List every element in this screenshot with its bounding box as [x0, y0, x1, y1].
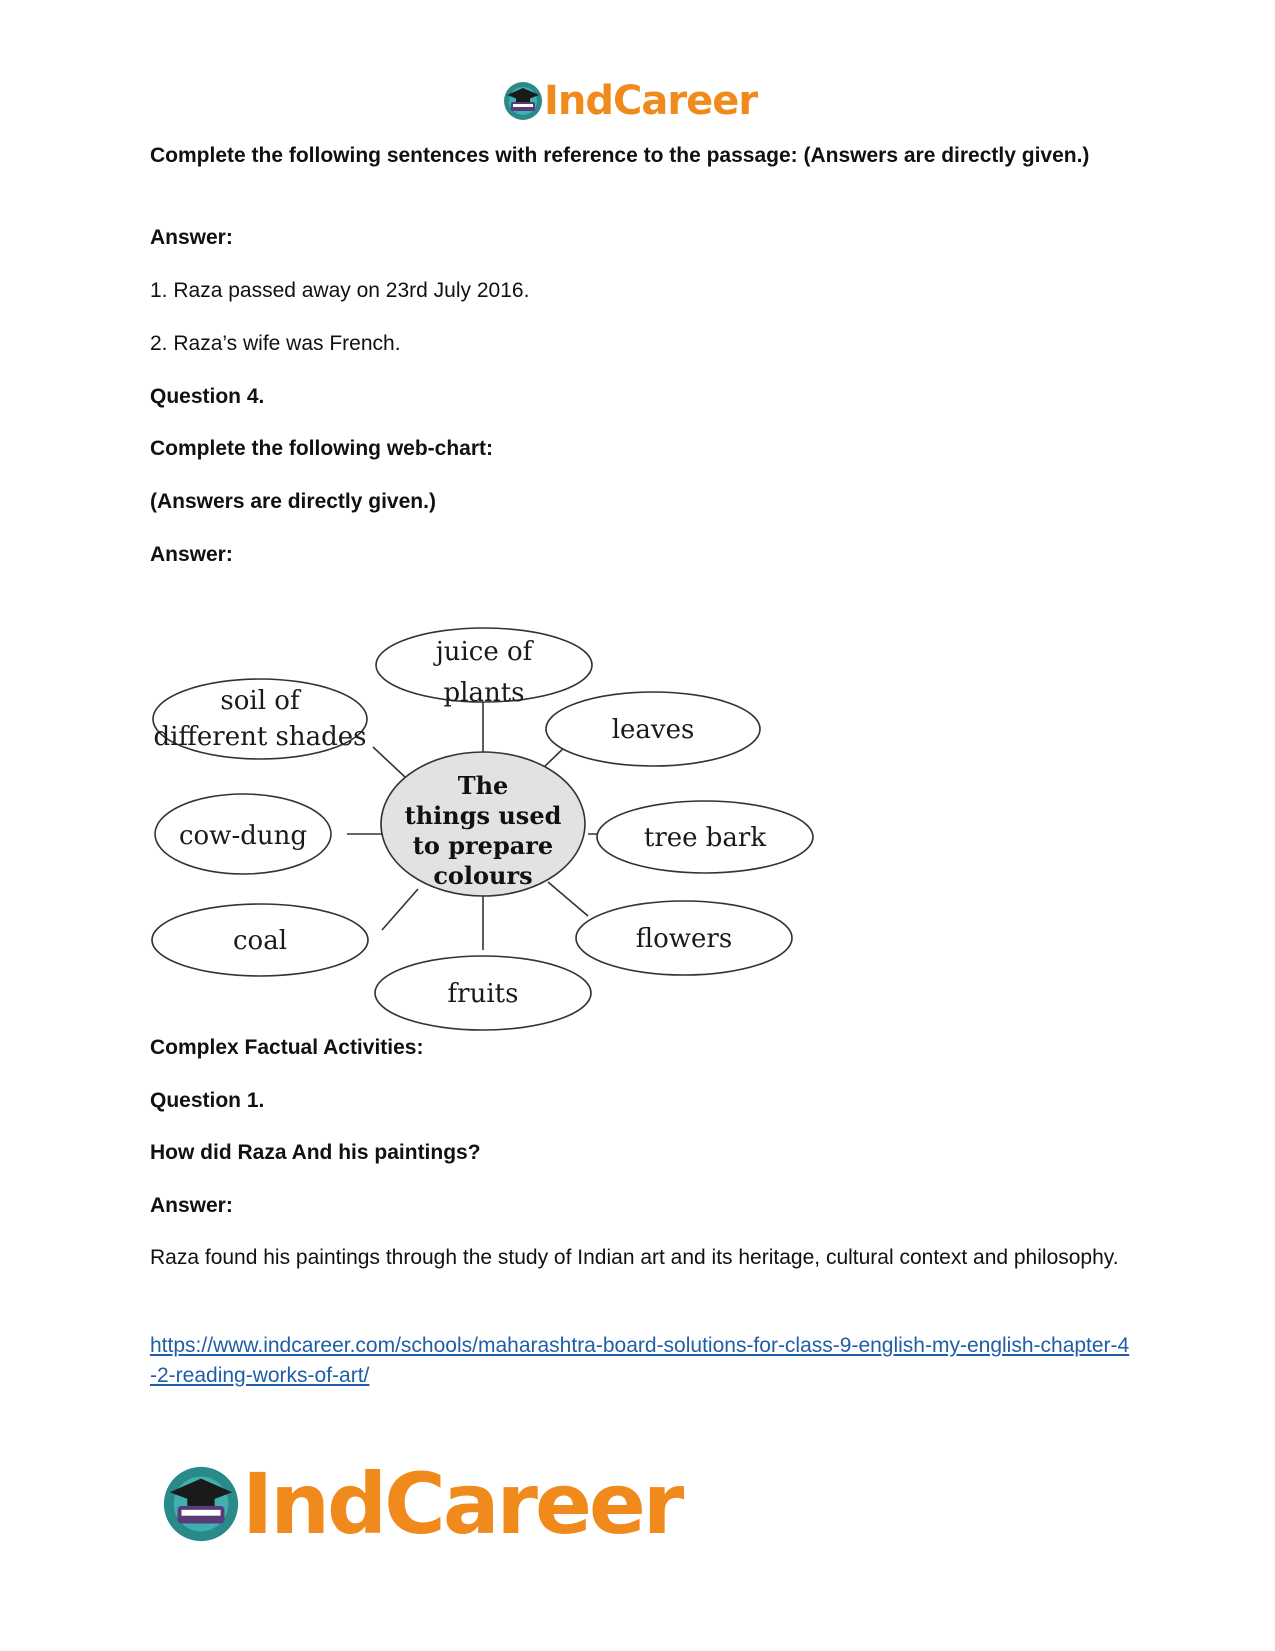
node-label: coal [232, 926, 288, 956]
node-label: cow-dung [178, 821, 308, 851]
instruction-text: Complete the following sentences with reference to the passage: (Answers are directly given.) [150, 144, 1090, 167]
answer-item-1: 1. Raza passed away on 23rd July 2016. [150, 279, 530, 302]
node-leaves [546, 692, 760, 766]
node-flowers [576, 901, 792, 975]
center-label: The [457, 771, 509, 800]
question-1-heading: Question 1. [150, 1089, 265, 1112]
node-soil [153, 679, 367, 759]
logo-wordmark: IndCareer [544, 78, 758, 124]
question-4-prompt: Complete the following web-chart: [150, 437, 494, 460]
answer-item-2: 2. Raza’s wife was French. [150, 332, 401, 355]
question-4-heading: Question 4. [150, 385, 265, 408]
answer-label: Answer: [150, 226, 233, 249]
answer-text: Raza found his paintings through the study of Indian art and its heritage, cultural context and philosophy. [150, 1246, 1119, 1269]
connector-line [373, 747, 405, 777]
node-cow-dung [155, 794, 331, 874]
node-label: juice of [435, 637, 533, 667]
header-logo [502, 80, 757, 122]
connector-line [548, 882, 588, 916]
center-label: to prepare [412, 831, 554, 860]
node-label: flowers [635, 924, 733, 954]
center-label: colours [433, 861, 533, 890]
connector-line [382, 889, 418, 930]
footer-logo [160, 1455, 682, 1553]
node-label: leaves [611, 715, 695, 745]
node-coal [152, 904, 368, 976]
question-1-prompt: How did Raza And his paintings? [150, 1141, 481, 1164]
logo-wordmark: IndCareer [242, 1455, 682, 1553]
center-label: things used [404, 801, 562, 830]
node-label: fruits [447, 979, 519, 1009]
node-label: different shades [153, 722, 367, 752]
question-4-note: (Answers are directly given.) [150, 490, 436, 513]
node-tree-bark [597, 801, 813, 873]
source-link[interactable]: https://www.indcareer.com/schools/maharashtra-board-solutions-for-class-9-english-my-english-chapter-4-2-reading-works-of-art/ [150, 1334, 1130, 1387]
node-juice-of-plants [376, 628, 592, 708]
answer-label: Answer: [150, 1194, 233, 1217]
web-chart [150, 612, 850, 1042]
node-label: plants [443, 678, 525, 708]
center-node [381, 752, 585, 896]
node-label: soil of [220, 686, 300, 716]
answer-label: Answer: [150, 543, 233, 566]
node-fruits [375, 956, 591, 1030]
node-label: tree bark [643, 823, 767, 853]
graduation-cap-book-icon [502, 80, 544, 122]
section-heading: Complex Factual Activities: [150, 1036, 424, 1059]
graduation-cap-book-icon [160, 1463, 242, 1545]
